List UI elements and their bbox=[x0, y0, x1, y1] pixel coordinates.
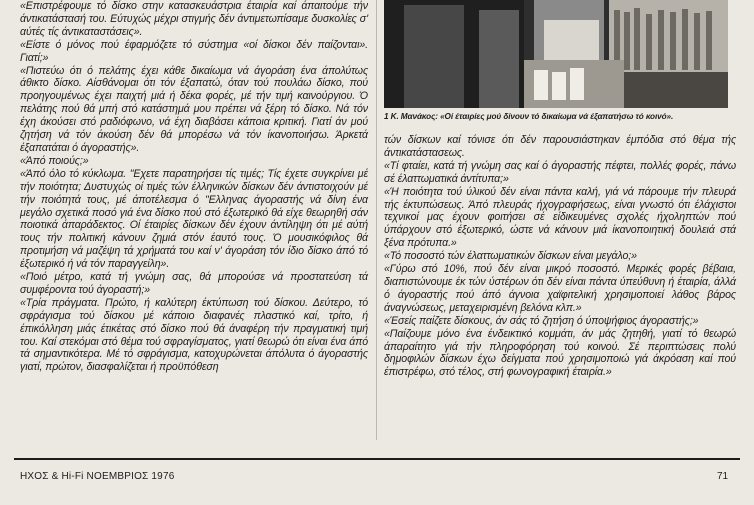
paragraph: «Παίζουμε μόνο ένα ένδεικτικό κομμάτι, άν μάς ζητηθή, γιατί τό θεωρώ άπαραίτητο γιά τήν πληροφόρηση τού κοινού. Σέ περιπτώσεις πολύ δημοφιλών δίσκων έχω δείγματα πού χρησιμοποιώ γιά άκρόαση καί πού έπιστρέφω, στό τέλος, στή φωνογραφική έταιρία.» bbox=[384, 327, 736, 379]
paragraph: «Έσείς παίζετε δίσκους, άν σάς τό ζητήση ό ύποψήφιος άγοραστής;» bbox=[384, 314, 699, 327]
column-divider bbox=[376, 0, 377, 440]
paragraph: «Τό ποσοστό τών έλαττωματικών δίσκων είναι μεγάλο;» bbox=[384, 250, 637, 263]
paragraph: «Γύρω στό 10%, πού δέν είναι μικρό ποσοστό. Μερικές φορές βέβαια, διαπιστώνουμε έκ τών ύστέρων ότι δέν είναι πάντα ύπεύθυνη ή έταιρία, άλλά ό άγοραστής πού άπό άγνοια χαϊφιτελική χρησιμοποιεί λάθος βάρος άναγνώσεως, μεταχειρισμένη βελόνα κλπ.» bbox=[384, 263, 736, 314]
record-store-photo bbox=[384, 0, 728, 108]
paragraph: «Άπό ποιούς;» bbox=[20, 154, 89, 167]
article-left-column bbox=[20, 0, 368, 374]
paragraph: «Ή ποιότητα τού ύλικού δέν είναι πάντα καλή, γιά νά πάρουμε τήν πλευρά τής έκτυπώσεως. Άπό πλευράς ήχογραφήσεως, είναι γνωστό ότι έλάχιστοι τεχνικοί μας έχουν φοιτήσει σέ είδικευμένες σχολές ήχοληπτών πού ύπάρχουν στό έξωτερικό, ώστε νά κάνουν μιά ίκανοποιητική δουλειά στά ξένα πρότυπα.» bbox=[384, 185, 736, 250]
article-right-column bbox=[384, 134, 736, 379]
footer-rule bbox=[14, 458, 740, 460]
paragraph: τών δίσκων καί τόνισε ότι δέν παρουσιάστηκαν έμπόδια στό θέμα τής άντικατάστασεως. bbox=[384, 134, 736, 159]
paragraph: «Είστε ό μόνος πού έφαρμόζετε τό σύστημα «οί δίσκοι δέν παίζονται». Γιατί;» bbox=[20, 38, 368, 64]
paragraph: «Άπό όλο τό κύκλωμα. "Εχετε παρατηρήσει τίς τιμές; Τίς έχετε συγκρίνει μέ τήν ποιότητα; Δυστυχώς οί τιμές τών έλληνικών δίσκων δέν άντιστοιχούν μέ τήν ποιότητά τους, μέ άποτέλεσμα ό "Ελληνας άγοραστής νά δίνη ένα μεγάλο σχετικά ποσό γιά ένα δίσκο πού στό έξωτερικό θά είχε θεωρηθή σάν ποιοτικά άπαράδεκτος. Οί έταιρίες δίσκων δέν έχουν άντίληψη ότι μέ αύτή τους τήν πολιτική κάνουν ζημιά στόν έαυτό τους. Ό μουσικόφιλος θά προτιμήση νά μαζέψη τά χρήματά του καί ν' άγοράση τόν ίδιο δίσκο άπό τό έξωτερικό ή νά τόν παραγγείλη». bbox=[20, 167, 368, 271]
paragraph: «Πιστεύω ότι ό πελάτης έχει κάθε δικαίωμα νά άγοράση ένα άπολύτως άθικτο δίσκο. Αίσθάνομαι ότι τόν έξαπατώ, όταν τού πουλάω δίσκο, πού προηγουμένως έχει παιχτή μιά ή δέκα φορές, μέ τήν τιμή καινούργιου. Ό πελάτης πού θά μπή στό κατάστημά μου πρέπει νά ξέρη τό δίσκο. Νά τόν έχη άκούσει στό ραδιόφωνο, νά έχη διαβάσει κάποια κριτική. Γιατί άν μού ζητήση νά τόν άκούση δέν θά μπορέσω νά τόν ίκανοποιήσω. Άρκετά έξαπατάται ό άγοραστής». bbox=[20, 64, 368, 154]
paragraph: «Τί φταίει, κατά τή γνώμη σας καί ό άγοραστής πέφτει, πολλές φορές, πάνω σέ έλαττωματικά άντίτυπα;» bbox=[384, 159, 736, 185]
photo-illustration bbox=[384, 0, 728, 108]
paragraph: «Ποιό μέτρο, κατά τή γνώμη σας, θά μπορούσε νά προστατεύση τά συμφέροντα τού άγοραστή;» bbox=[20, 271, 368, 296]
paragraph: «Επιστρέφουμε τό δίσκο στην κατασκευάστρια έταιρία καί άπαιτούμε τήν άντικατάστασή του. Εύτυχώς μέχρι στιγμής δέν άντιμετωπίσαμε δυσκολίες σ' αύτές τίς άντικαταστάσεις». bbox=[20, 0, 368, 38]
photo-caption: 1 Κ. Μανάκος: «Οί έταιρίες μού δίνουν τό δικαίωμα νά έξαπατήσω τό κοινό». bbox=[384, 112, 674, 121]
paragraph: «Τρία πράγματα. Πρώτο, ή καλύτερη έκτύπωση τού δίσκου. Δεύτερο, τό σφράγισμα τού δίσκου μέ κάποιο διαφανές πλαστικό καί, τρίτο, ή έπικόλληση μιάς έτικέτας στό δίσκο πού θά άναφέρη τήν πραγματική τιμή του. Καί στεκόμαι στό θέμα τού σφραγίσματος, γιατί θεωρώ ότι είναι ένα άπό τά σημαντικότερα. Μέ τό σφράγισμα, κατοχυρώνεται άπόλυτα ό άγοραστής γιατί, πρώτον, διασφαλίζεται ή προϋπόθεση bbox=[20, 296, 368, 374]
publication-footer: ΗΧΟΣ & Hi-Fi ΝΟΕΜΒΡΙΟΣ 1976 bbox=[20, 471, 175, 482]
page-number: 71 bbox=[717, 471, 729, 482]
